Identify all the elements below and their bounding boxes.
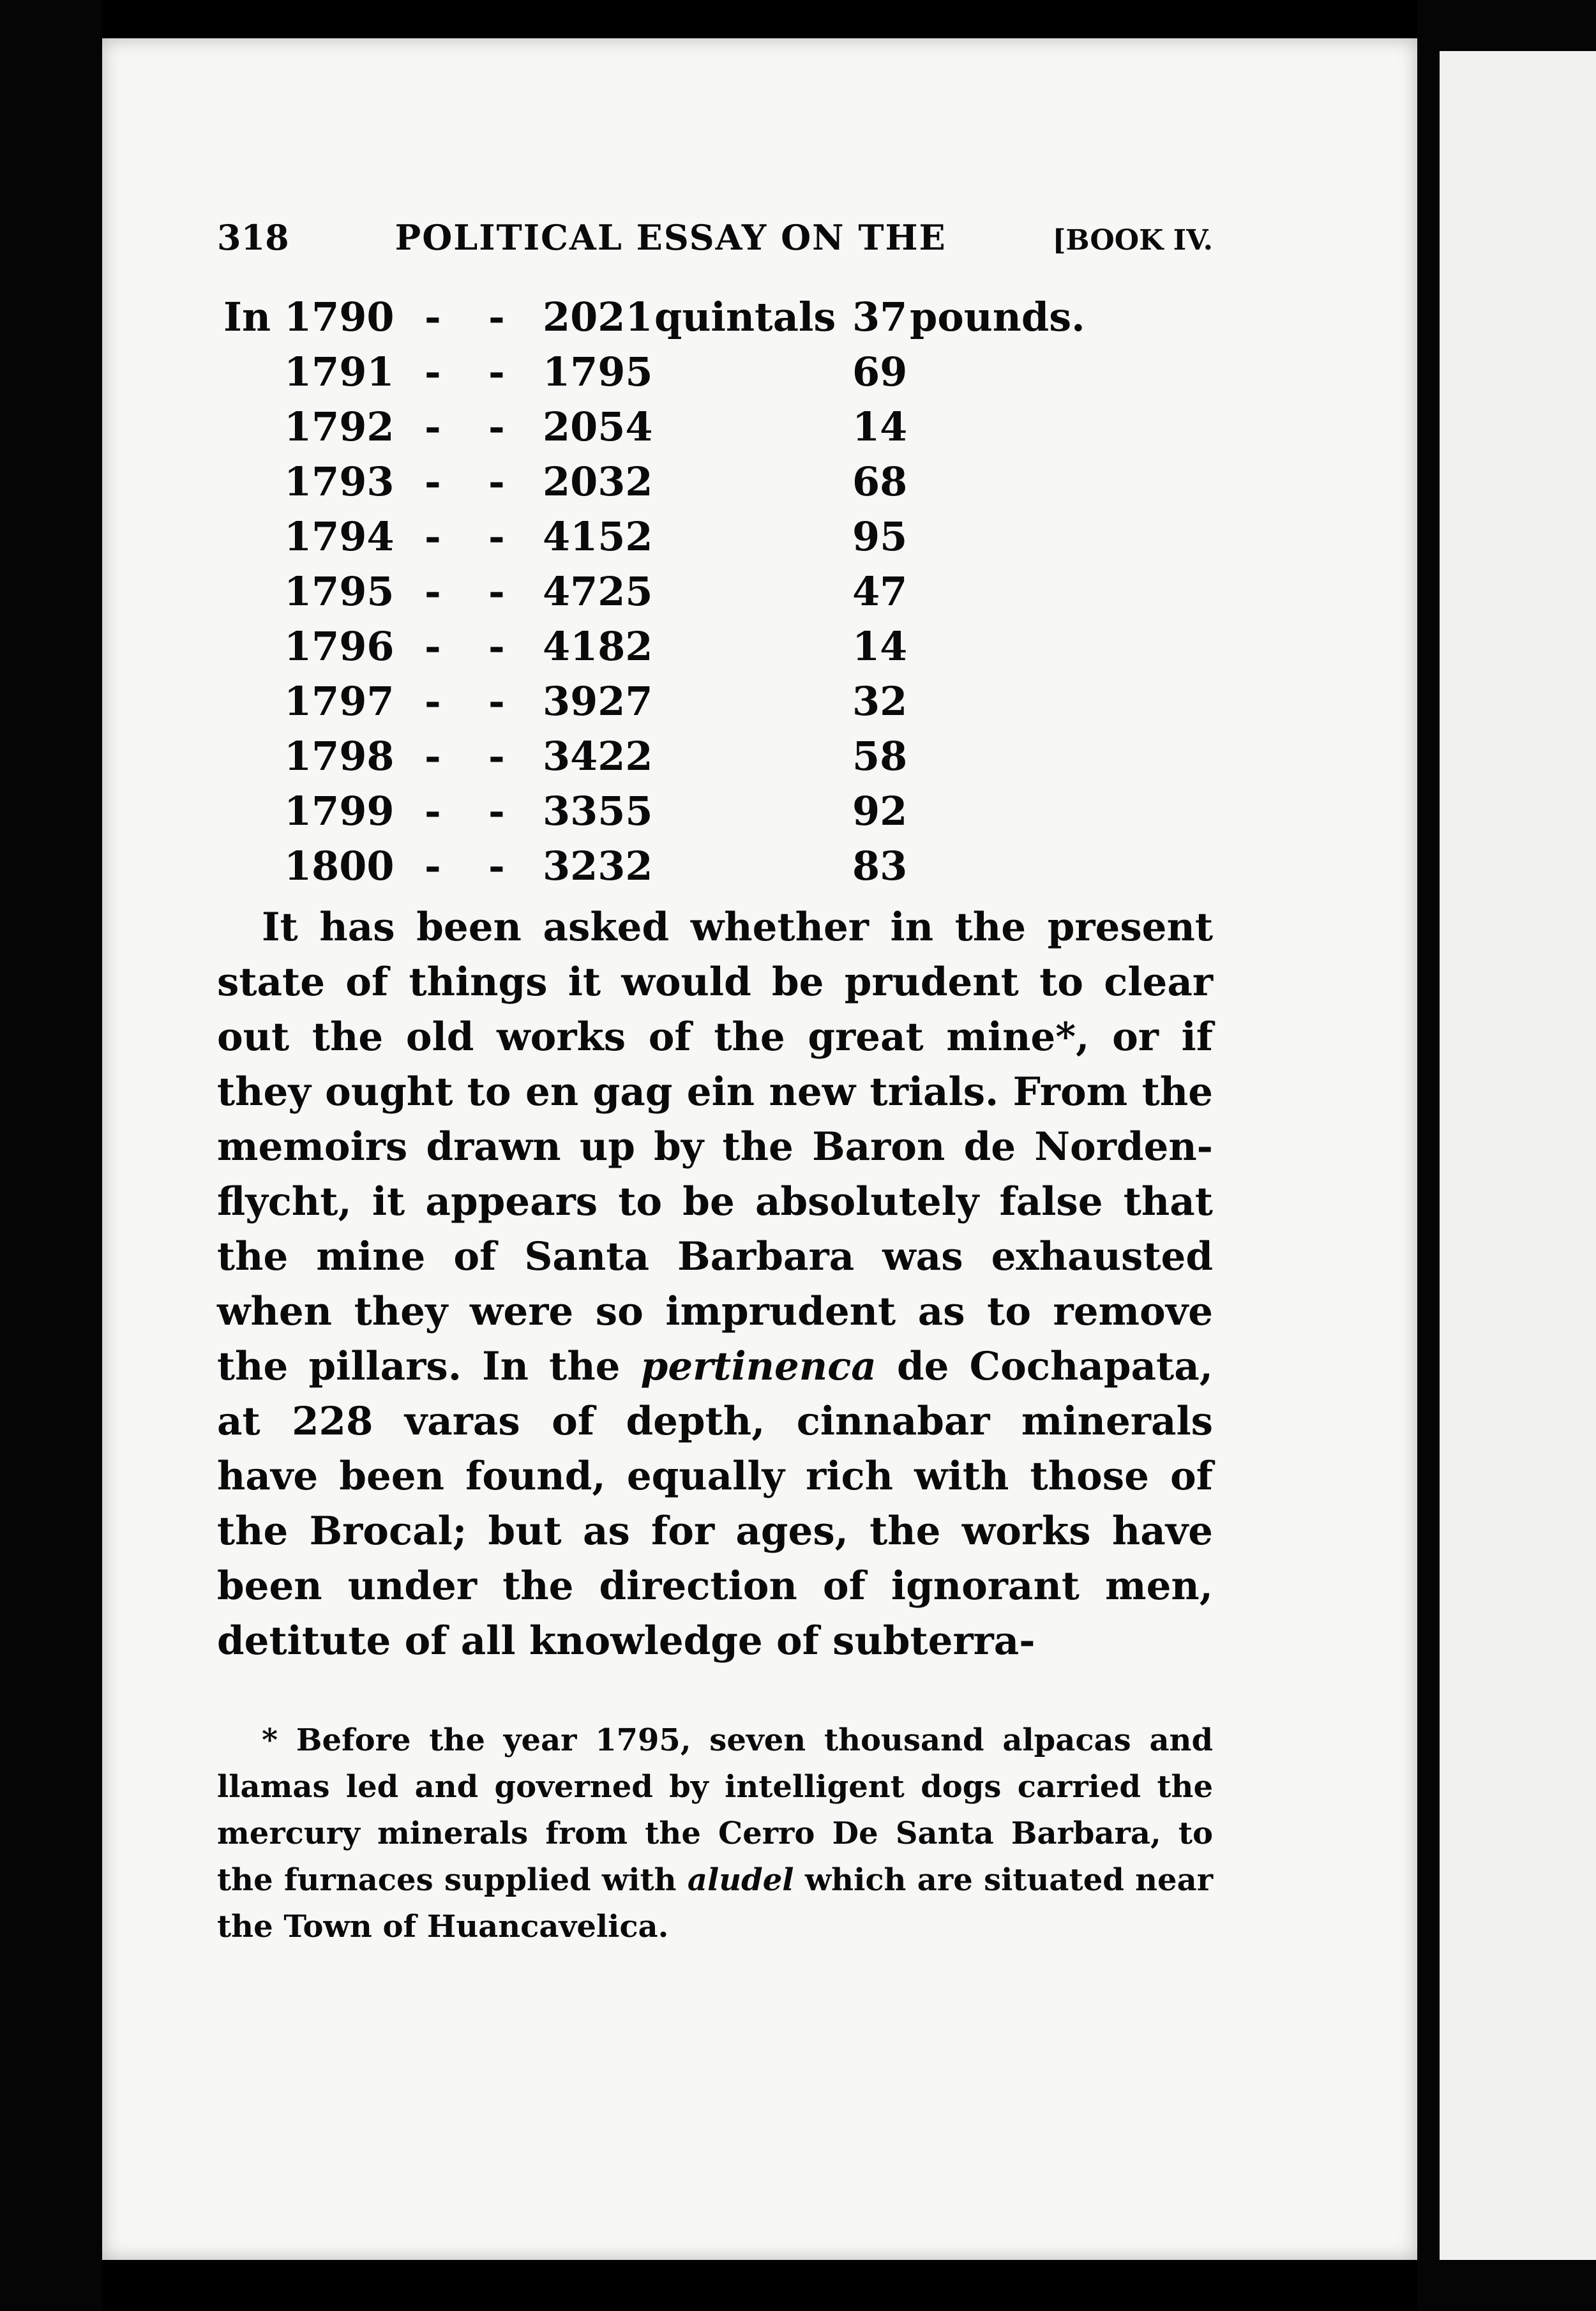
row-dash: - — [425, 678, 441, 725]
row-dash: - — [425, 403, 441, 450]
row-dash: - — [425, 349, 441, 395]
row-year: 1795 — [284, 568, 395, 615]
body-paragraph — [217, 900, 1213, 1679]
table-row — [217, 843, 1213, 898]
row-pounds: 58 — [852, 733, 908, 779]
row-year: 1797 — [284, 678, 395, 725]
row-pounds: 14 — [852, 403, 908, 450]
row-dash: - — [488, 513, 505, 560]
table-row — [217, 403, 1213, 458]
row-dash: - — [425, 294, 441, 340]
row-pounds: 68 — [852, 458, 908, 505]
footnote-text-part-2: which are situated near the Town of Huancavelica. — [217, 1862, 1213, 1945]
row-quintals: 1795 — [543, 349, 653, 395]
page-number: 318 — [217, 217, 289, 258]
row-dash: - — [488, 843, 505, 889]
row-dash: - — [488, 733, 505, 779]
row-quintals: 4152 — [543, 513, 653, 560]
table-row — [217, 568, 1213, 623]
footnote-italic-term: aludel — [687, 1862, 794, 1898]
row-quintals: 4182 — [543, 623, 653, 670]
row-year: 1798 — [284, 733, 395, 779]
row-quintals: 2021 — [543, 294, 653, 340]
row-pounds: 83 — [852, 843, 908, 889]
row-dash: - — [425, 843, 441, 889]
table-row — [217, 349, 1213, 403]
row-quintals: 3232 — [543, 843, 653, 889]
table-row — [217, 513, 1213, 568]
table-row — [217, 623, 1213, 678]
row-quintals: 2054 — [543, 403, 653, 450]
row-pounds: 92 — [852, 788, 908, 834]
footnote — [217, 1717, 1213, 1947]
row-year: 1799 — [284, 788, 395, 834]
facing-page-edge — [1440, 51, 1596, 2260]
row-dash: - — [488, 678, 505, 725]
row-year: 1800 — [284, 843, 395, 889]
running-title: POLITICAL ESSAY ON THE — [395, 217, 947, 258]
table-row — [217, 788, 1213, 843]
row-dash: - — [488, 788, 505, 834]
row-year: 1791 — [284, 349, 395, 395]
row-pounds: 37 — [852, 294, 908, 340]
row-quintals: 4725 — [543, 568, 653, 615]
row-dash: - — [488, 349, 505, 395]
row-year: 1793 — [284, 458, 395, 505]
row-quintals-unit: quintals — [654, 294, 836, 340]
row-year: 1796 — [284, 623, 395, 670]
running-header — [217, 217, 1213, 268]
row-dash: - — [488, 403, 505, 450]
row-quintals: 3927 — [543, 678, 653, 725]
row-dash: - — [425, 733, 441, 779]
table-row — [217, 733, 1213, 788]
row-quintals: 2032 — [543, 458, 653, 505]
row-dash: - — [488, 458, 505, 505]
body-italic-term: pertinenca — [640, 1344, 877, 1389]
table-row — [217, 678, 1213, 733]
row-pounds: 47 — [852, 568, 908, 615]
row-year: 1792 — [284, 403, 395, 450]
row-pounds: 32 — [852, 678, 908, 725]
scan-border-left — [0, 0, 102, 2311]
row-pounds: 95 — [852, 513, 908, 560]
footnote-text-part-1: * Before the year 1795, seven thousand alpacas and llamas led and governed by intelligent dogs carried the mercury minerals from the Cerro De Santa Barbara, to the furnaces supplied with — [217, 1722, 1213, 1898]
row-dash: - — [488, 294, 505, 340]
body-text-part-1: It has been asked whether in the present state of things it would be prudent to clear out the old works of the great mine*, or if they ought to en gag ein new trials. From the memoirs drawn up by the Baron de Norden-flycht, it appears to be absolutely false that the mine of Santa Barbara was exhausted when they were so imprudent as to remove the pillars. In the — [217, 905, 1213, 1389]
production-table — [217, 294, 1213, 907]
row-dash: - — [488, 623, 505, 670]
row-dash: - — [425, 513, 441, 560]
row-pounds: 69 — [852, 349, 908, 395]
row-year: 1790 — [284, 294, 395, 340]
row-dash: - — [488, 568, 505, 615]
table-row — [217, 458, 1213, 513]
row-quintals: 3422 — [543, 733, 653, 779]
table-row — [217, 294, 1213, 349]
row-dash: - — [425, 458, 441, 505]
row-dash: - — [425, 623, 441, 670]
row-dash: - — [425, 788, 441, 834]
row-pounds: 14 — [852, 623, 908, 670]
row-prefix: In — [223, 294, 271, 340]
row-quintals: 3355 — [543, 788, 653, 834]
row-year: 1794 — [284, 513, 395, 560]
body-text-part-2: de Cochapata, at 228 varas of depth, cinnabar minerals have been found, equally rich with those of the Brocal; but as for ages, the works have been under the direction of ignorant men, detitute of all knowledge of subterra- — [217, 1344, 1213, 1664]
book-marker: [BOOK IV. — [1052, 224, 1213, 257]
row-pounds-unit: pounds. — [910, 294, 1085, 340]
row-dash: - — [425, 568, 441, 615]
